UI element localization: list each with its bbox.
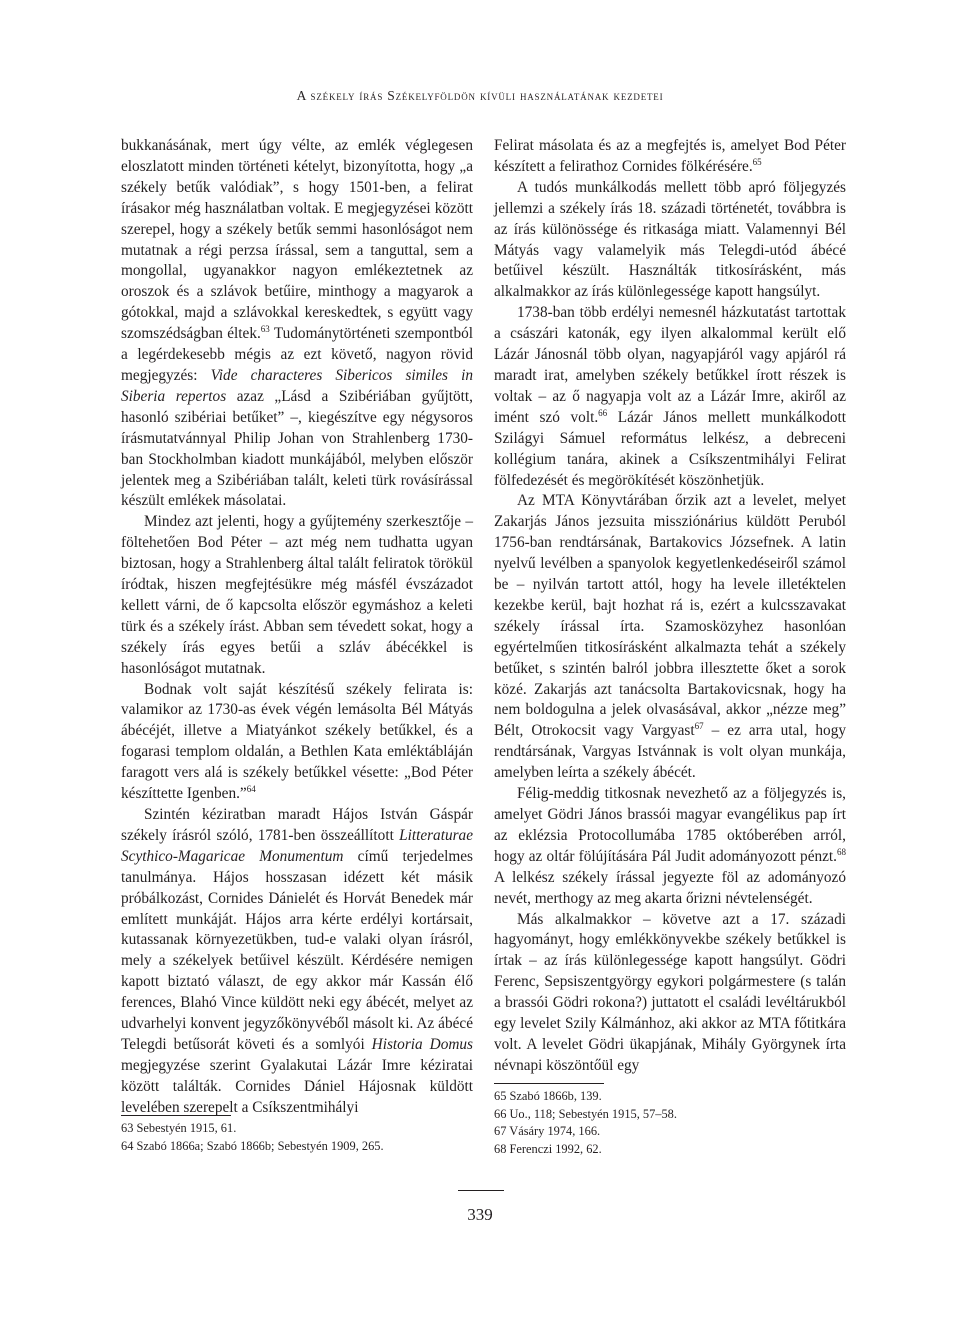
right-paragraph-4: Az MTA Könyvtárában őrzik azt a levelet, melyet Zakarjás János jezsuita missziónárius küldött Peruból 1756-ban rendtársának, Bartakovics Józsefnek. A latin nyelvű levélben a spanyolok kegyetlenkedéseiről számol be – nyilván tartott attól, hogy ha levele illetéktelen kezekbe kerül, bajt hozhat rá is, ezért a kulcsszavakat székely írással írta. Szamosközyhez hasonlóan egyértelműen titkosírásként alkalmazta tehát a székely betűket, s szintén balról jobbra illesztette őket a sorok közé. Zakarjás azt tanácsolta Bartakovicsnak, hogy ha nem boldogulna a jelek olvasásával, akkor „nézze meg” Bélt, Otrokocsit vagy Vargyast$^{67}$ – ez arra utal, hogy rendtársának, Vargyas Istvánnak is volt olyan munkája, amelyben leírta a székely ábécét. (494, 492, 846, 782)
right-paragraph-3: 1738-ban több erdélyi nemesnél házkutatást tartottak a császári katonák, egy ilyen alkalommal került elő Lázár Jánosnál több olyan, nagyapjáról vagy apjáról rá maradt irat, amelyben székely betűkkel írott részek is voltak – az ő nagyapja volt az a Lázár Imre, akiről az imént szó volt.$^{66}$ Lázár János mellett munkálkodott Szilágyi Sámuel református lelkész, a debreceni kollégium tanára, akinek a Csíkszentmihályi Felirat fölfedezését és megörökítését köszönhetjük. (494, 304, 846, 489)
right-paragraph-5: Félig-meddig titkosnak nevezhető az a följegyzés is, amelyet Gödri János brassói magyar evangélikus pap írt az eklézsia Protocollumába 1785 októberében arról, hogy az oltár fölújítására Pál Judit adományozott pénzt.$^{68}$ A lelkész székely írással jegyezte föl az adományozó nevét, merthogy az meg akarta őrizni névtelenségét. (494, 785, 846, 907)
footnote-68: 68 Ferenczi 1992, 62. (494, 1141, 602, 1156)
right-paragraph-2: A tudós munkálkodás mellett több apró följegyzés jellemzi a székely írás 18. századi történetét, továbbra is az írás különössége és ritkasága miatt. Valamennyi Bél Mátyás vagy valamelyik más Telegdi-utód ábécé betűivel készült. Használták titkosírásként, más alkalmakkor az írás különlegessége kapott hangsúlyt. (494, 178, 846, 301)
right-column (494, 136, 846, 1077)
footnote-67: 67 Vásáry 1974, 166. (494, 1124, 601, 1139)
footnote-ref-68[interactable]: 68 (837, 846, 846, 857)
footnote-ref-64[interactable]: 64 (246, 784, 256, 795)
footnote-ref-63[interactable]: 63 (260, 324, 270, 335)
footnote-64: 64 Szabó 1866a; Szabó 1866b; Sebestyén 1909, 265. (121, 1138, 384, 1153)
left-paragraph-4: Szintén kéziratban maradt Hájos István Gáspár székely írásról szóló, 1781-ben összeállított Litteraturae Scythico-Magaricae Monumentum című terjedelmes tanulmánya. Hájos hosszasan idézett két másik próbálkozást, Cornides Dánielét és Horvát Benedek már említett munkáját. Hájos arra kérte erdélyi kortársait, kutassanak környezetükben, tud-e valaki olyan írásról, mely a székelyek betűivel készült. Kérdésére nemigen kapott biztató választ, de egy akkor már Kassán élő ferences, Blahó Vince küldött neki egy ábécét, melyet az udvarhelyi konvent jegyzőkönyvéből másolt ki. Az ábécé Telegdi betűsorát követi és a somlyói Historia Domus megjegyzése szerint Gyalakutai Lázár Imre kéziratai között találták. Cornides Dániel Hájosnak küldött levelében szerepelt a Csíkszentmihályi (121, 806, 473, 1116)
left-paragraph-3: Bodnak volt saját készítésű székely felirata is: valamikor az 1730-as évek végén lemásolta Bél Mátyás ábécéjét, illetve a Miatyánkot székely betűkkel, és a fogarasi templom oldalán, a Bethlen Kata emléktábláján faragott vers alá is székely betűkkel vésette: „Bod Péter készíttette Igenben.”$^{64}$ (121, 680, 473, 803)
left-paragraph-2: Mindez azt jelenti, hogy a gyűjtemény szerkesztője – föltehetően Bod Péter – azt még nem tudhatta ugyan biztosan, hogy a Strahlenberg által talált feliratok törökül íródtak, hiszen megfejtésükre még másfél évszázadot kellett várni, de ő kapcsolta először egymáshoz a keleti türk és a székely írást. Abban sem tévedett sokat, hogy a székely írás egyes betűi a szláv ábécékkel is hasonlóságot mutatnak. (121, 513, 473, 677)
footnote-divider-right (494, 1083, 604, 1084)
footnote-ref-66[interactable]: 66 (598, 407, 608, 418)
footnote-divider-left (121, 1115, 231, 1116)
footnote-ref-67[interactable]: 67 (694, 721, 704, 732)
footnote-ref-65[interactable]: 65 (752, 156, 762, 167)
page-number-rule (458, 1190, 504, 1191)
footnotes-right (494, 1088, 846, 1158)
right-paragraph-6: Más alkalmakkor – követve azt a 17. századi hagyományt, hogy emlékkönyvekbe székely betűkkel is írtak – az írás különlegessége kapott hangsúlyt. Gödri Ferenc, Sepsiszentgyörgy egykori polgármestere (s talán a brassói Gödri rokona?) juttatott el családi levéltárukból egy levelet Szily Kálmánhoz, aki akkor az MTA főtitkára volt. A levelet Gödri ükapjának, Mihály Györgynek írta névnapi köszöntőül egy (494, 910, 846, 1074)
footnote-63: 63 Sebestyén 1915, 61. (121, 1121, 237, 1135)
right-paragraph-1: Felirat másolata és az a megfejtés is, amelyet Bod Péter készített a felirathoz Cornides fölkérésére.$^{65}$ (494, 137, 846, 175)
left-paragraph-1: bukkanásának, mert úgy vélte, az emlék véglegesen eloszlatott minden történeti kételyt, bizonyította, hogy „a székely betűk valódiak”, s hogy 1501-ben, a felirat írásakor még használatban voltak. E megjegyzései között szerepel, hogy a székely betűk semmi hasonlóságot nem mutatnak a régi perzsa írással, sem a tanguttal, sem a mongollal, ugyanakkor nagyon emlékeztetnek az oroszok és a szlávok betűire, minthogy a magyarok a gótokkal, majd a szlávokkal kereskedtek, s együtt vagy szomszédságban éltek.$^{63}$ Tudománytörténeti szempontból a legérdekesebb mégis az ezt követő, nagyon rövid megjegyzés: Vide characteres Sibericos similes in Siberia repertos azaz „Lásd a Szibériában gyűjtött, hasonló szibériai betűket” –, kiegészítve egy négysoros írásmutatvánnyal Philip Johan von Strahlenberg 1730-ban Stockholmban kiadott munkájából, melyben először jelentek meg a Szibériában talált, keleti türk rovásírással készült emlékek másolatai. (121, 137, 473, 510)
footnote-65: 65 Szabó 1866b, 139. (494, 1089, 602, 1103)
footnotes-left (121, 1120, 473, 1155)
page-number: 339 (467, 1205, 493, 1224)
running-header: A székely írás Székelyföldön kívüli használatának kezdetei (296, 88, 664, 103)
footnote-66: 66 Uo., 118; Sebestyén 1915, 57–58. (494, 1106, 677, 1121)
left-column (121, 136, 473, 1119)
